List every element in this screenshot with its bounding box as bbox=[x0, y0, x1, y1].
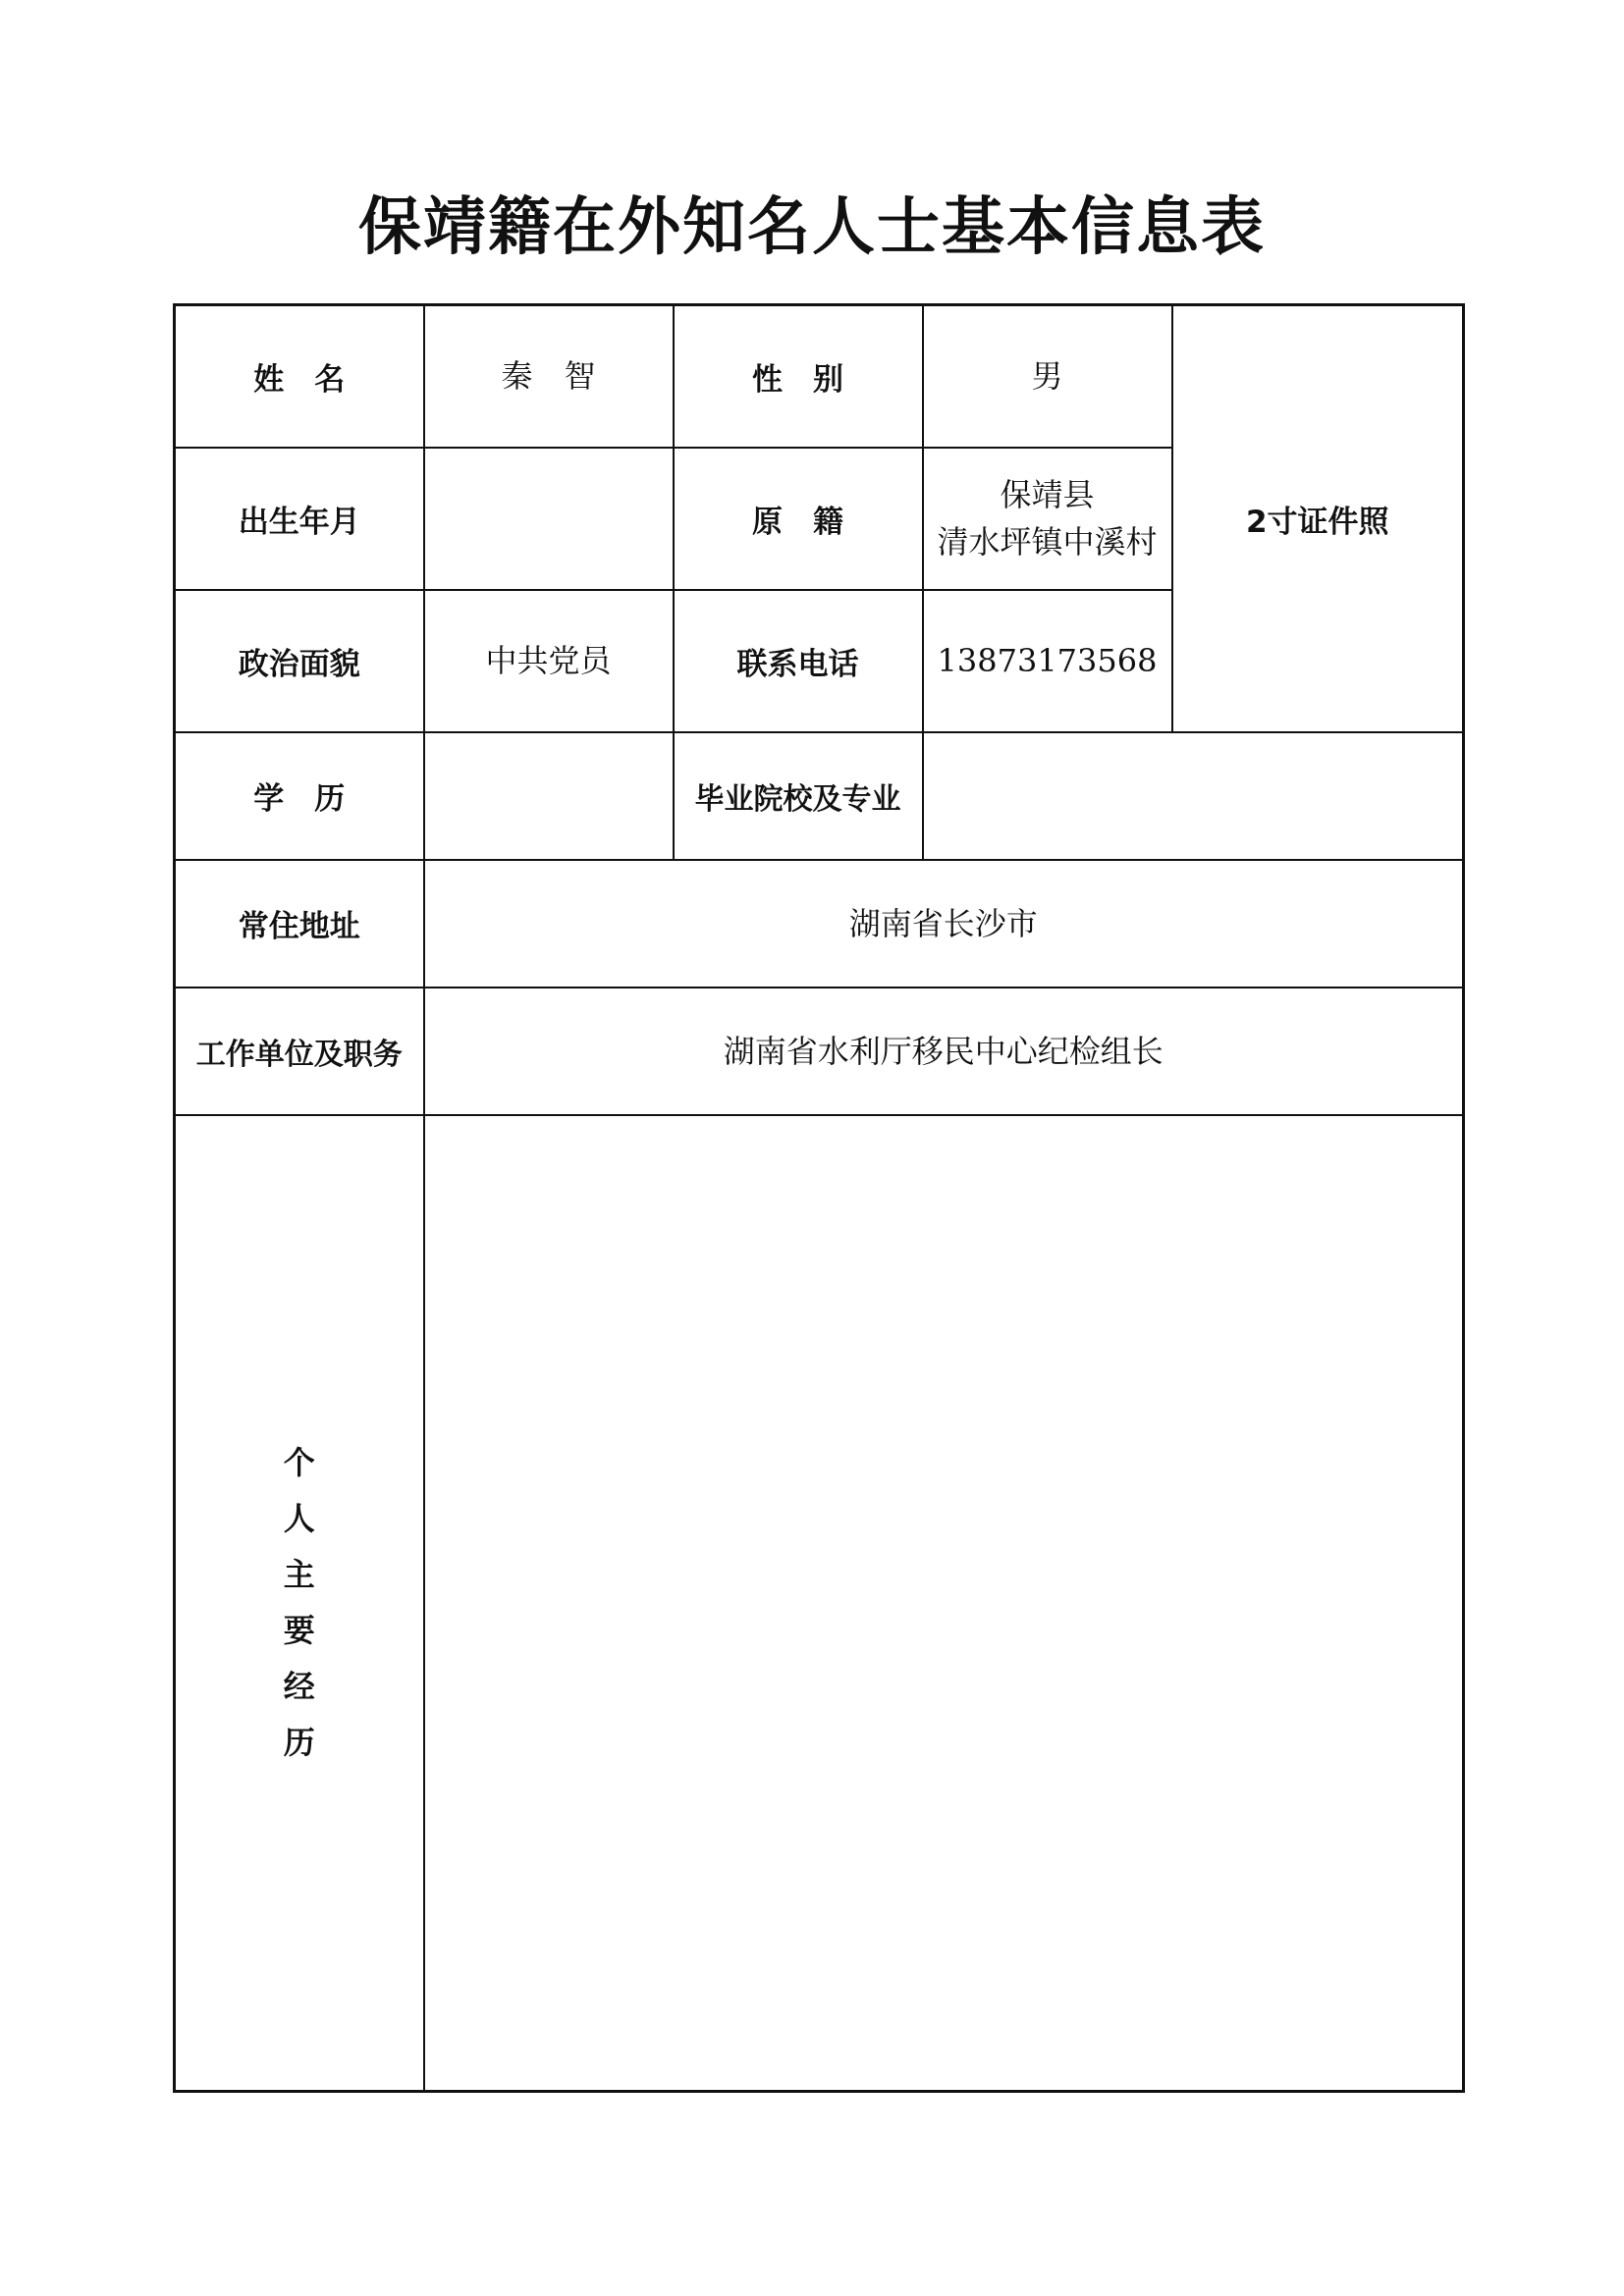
experience-label-char: 经 bbox=[283, 1667, 315, 1705]
experience-label-char: 个 bbox=[283, 1443, 315, 1481]
education-label: 学 历 bbox=[175, 732, 424, 860]
origin-label: 原 籍 bbox=[674, 448, 923, 590]
table-row bbox=[175, 860, 1464, 988]
experience-label-char: 人 bbox=[283, 1499, 315, 1537]
birth-value[interactable] bbox=[424, 448, 674, 590]
address-value[interactable]: 湖南省长沙市 bbox=[424, 860, 1464, 988]
origin-value[interactable] bbox=[923, 448, 1172, 590]
political-value[interactable]: 中共党员 bbox=[424, 590, 674, 732]
political-label: 政治面貌 bbox=[175, 590, 424, 732]
address-label: 常住地址 bbox=[175, 860, 424, 988]
gender-label: 性 别 bbox=[674, 305, 923, 448]
birth-label: 出生年月 bbox=[175, 448, 424, 590]
work-value[interactable]: 湖南省水利厅移民中心纪检组长 bbox=[424, 988, 1464, 1115]
page-title: 保靖籍在外知名人士基本信息表 bbox=[358, 190, 1266, 264]
origin-value-line2: 清水坪镇中溪村 bbox=[937, 523, 1158, 561]
experience-label-char: 主 bbox=[283, 1555, 315, 1593]
phone-label: 联系电话 bbox=[674, 590, 923, 732]
experience-label-char: 历 bbox=[283, 1723, 315, 1761]
table-row bbox=[175, 732, 1464, 860]
phone-value[interactable]: 13873173568 bbox=[923, 590, 1172, 732]
experience-label bbox=[175, 1115, 424, 2092]
table-row bbox=[175, 1115, 1464, 2092]
name-value[interactable]: 秦 智 bbox=[424, 305, 674, 448]
work-label: 工作单位及职务 bbox=[175, 988, 424, 1115]
origin-value-line1: 保靖县 bbox=[1000, 476, 1095, 513]
table-row bbox=[175, 305, 1464, 448]
education-value[interactable] bbox=[424, 732, 674, 860]
info-form-table bbox=[173, 303, 1465, 2093]
school-label: 毕业院校及专业 bbox=[674, 732, 923, 860]
school-value[interactable] bbox=[923, 732, 1464, 860]
gender-value[interactable]: 男 bbox=[923, 305, 1172, 448]
experience-value[interactable] bbox=[424, 1115, 1464, 2092]
photo-placeholder: 2寸证件照 bbox=[1172, 305, 1464, 732]
table-row bbox=[175, 988, 1464, 1115]
experience-label-char: 要 bbox=[283, 1611, 315, 1649]
name-label: 姓 名 bbox=[175, 305, 424, 448]
